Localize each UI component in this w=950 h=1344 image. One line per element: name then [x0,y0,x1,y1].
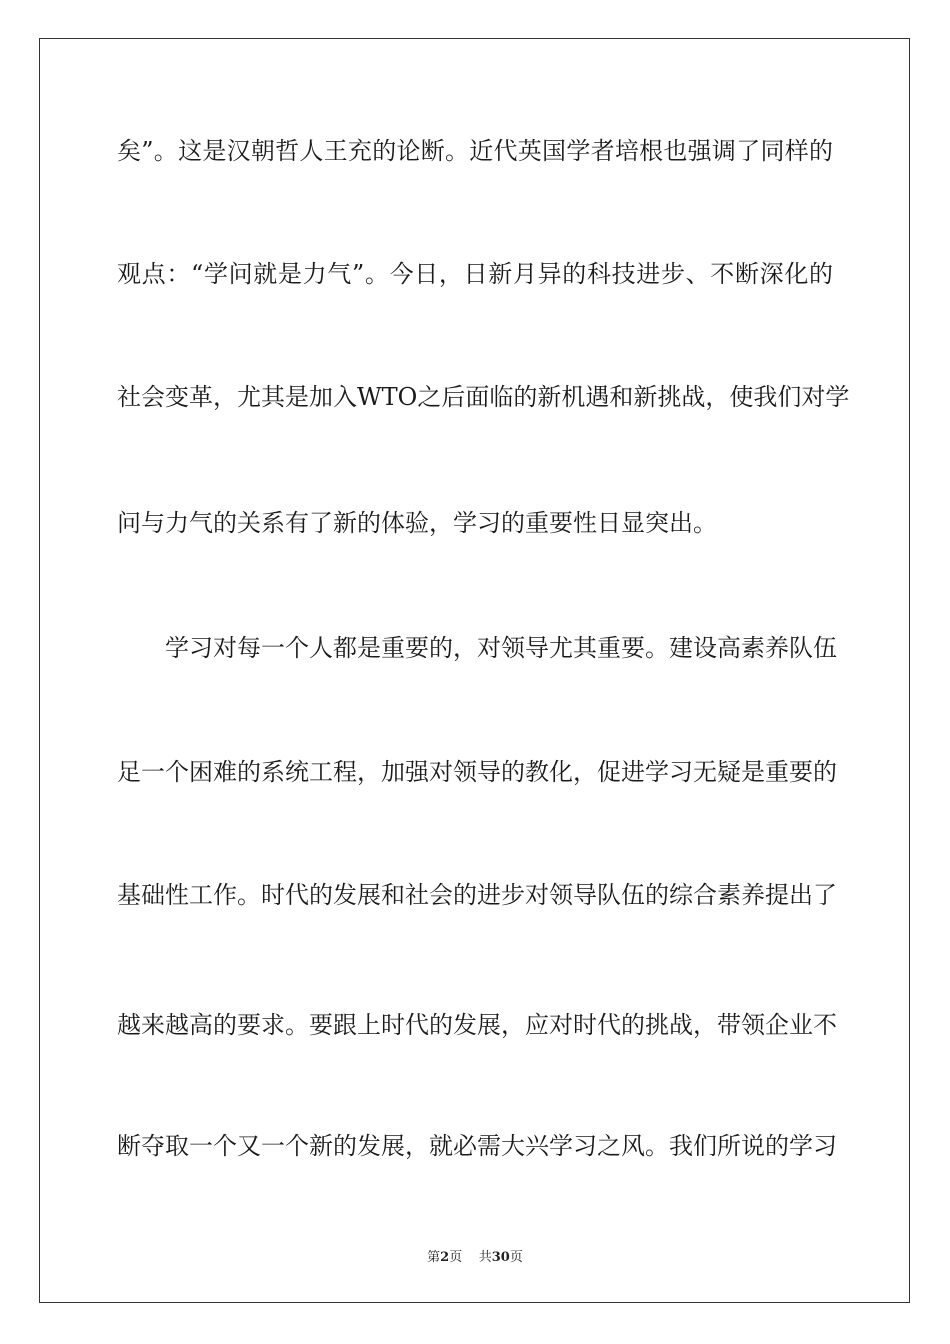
text-line-7: 基础性工作。时代的发展和社会的进步对领导队伍的综合素养提出了 [117,881,837,909]
total-suffix: 页 [509,1250,523,1265]
total-pages: 30 [491,1250,510,1265]
text-line-6: 足一个困难的系统工程，加强对领导的教化，促进学习无疑是重要的 [117,758,837,786]
text-line-9: 断夺取一个又一个新的发展，就必需大兴学习之风。我们所说的学习 [117,1132,837,1160]
paragraph-start-line: 学习对每一个人都是重要的，对领导尤其重要。建设高素养队伍 [165,634,837,662]
text-line-2: 观点：“学问就是力气”。今日，日新月异的科技进步、不断深化的 [117,260,833,288]
text-line-4: 问与力气的关系有了新的体验，学习的重要性日显突出。 [117,509,717,537]
page-prefix: 第 [427,1250,441,1265]
page-footer [0,1249,950,1267]
total-prefix: 共 [478,1250,492,1265]
page-number: 2 [440,1250,450,1265]
text-line-8: 越来越高的要求。要跟上时代的发展，应对时代的挑战，带领企业不 [117,1011,837,1039]
text-line-1: 矣”。这是汉朝哲人王充的论断。近代英国学者培根也强调了同样的 [117,137,833,165]
page-border [39,38,910,1303]
page-suffix: 页 [449,1250,463,1265]
text-line-3: 社会变革，尤其是加入WTO之后面临的新机遇和新挑战，使我们对学 [117,383,850,411]
